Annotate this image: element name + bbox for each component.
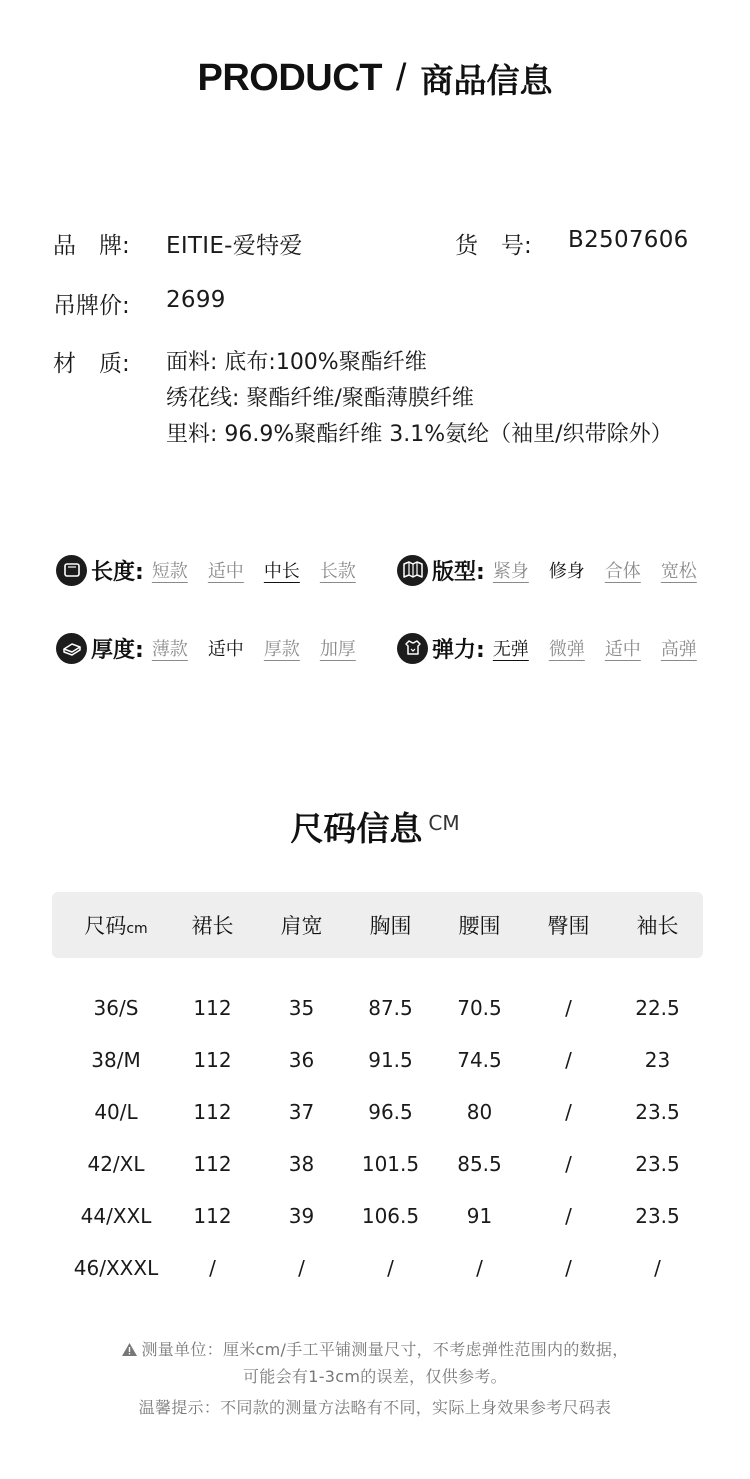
table-cell: / xyxy=(387,1256,394,1280)
attribute-fit xyxy=(397,553,697,587)
attribute-option: 厚款 xyxy=(263,639,300,660)
table-cell: 87.5 xyxy=(368,996,413,1020)
column-header: 腰围 xyxy=(458,914,501,938)
attribute-option: 短款 xyxy=(151,561,188,582)
table-cell: 46/XXXL xyxy=(73,1256,159,1280)
table-body xyxy=(52,958,703,1294)
measurement-note xyxy=(0,1337,750,1360)
table-cell: 91 xyxy=(466,1204,493,1228)
table-cell: 36 xyxy=(288,1048,315,1072)
table-cell: 38 xyxy=(288,1152,315,1176)
table-cell: / xyxy=(476,1256,483,1280)
price-value: 2699 xyxy=(166,287,226,313)
table-cell: 40/L xyxy=(94,1100,138,1124)
table-row xyxy=(52,1242,703,1294)
attribute-option-selected: 适中 xyxy=(207,639,244,660)
column-header: 裙长 xyxy=(191,914,234,938)
table-cell: 112 xyxy=(193,1204,232,1228)
attribute-option: 高弹 xyxy=(660,639,697,660)
table-cell: / xyxy=(654,1256,661,1280)
header-title-cn: 商品信息 xyxy=(420,61,553,100)
thickness-icon xyxy=(56,633,87,664)
table-cell: / xyxy=(565,1100,572,1124)
column-header-size: 尺码cm xyxy=(84,914,148,938)
material-line: 面料: 底布:100%聚酯纤维 xyxy=(166,350,427,375)
table-row xyxy=(52,1190,703,1242)
table-row xyxy=(52,1086,703,1138)
material-line: 里料: 96.9%聚酯纤维 3.1%氨纶（袖里/织带除外） xyxy=(166,422,673,447)
table-cell: 112 xyxy=(193,1100,232,1124)
column-header: 臀围 xyxy=(547,914,590,938)
attribute-label: 弹力: xyxy=(432,637,485,663)
table-cell: 85.5 xyxy=(457,1152,502,1176)
table-cell: / xyxy=(565,1048,572,1072)
elasticity-icon xyxy=(397,633,428,664)
table-cell: 39 xyxy=(288,1204,315,1228)
attribute-label: 版型: xyxy=(432,559,485,585)
attribute-option: 合体 xyxy=(604,561,641,582)
size-title: 尺码信息 xyxy=(290,809,423,848)
attribute-option: 加厚 xyxy=(319,639,356,660)
table-cell: 101.5 xyxy=(361,1152,420,1176)
table-header xyxy=(52,892,703,958)
column-header-size-unit: cm xyxy=(126,921,148,937)
tip-line: 温馨提示：不同款的测量方法略有不同，实际上身效果参考尺码表 xyxy=(138,1398,612,1417)
attribute-option-selected: 无弹 xyxy=(492,639,529,660)
attribute-option: 微弹 xyxy=(548,639,585,660)
header-title-en: PRODUCT xyxy=(197,57,382,99)
table-row xyxy=(52,1034,703,1086)
attribute-option: 紧身 xyxy=(492,561,529,582)
price-label: 吊牌价: xyxy=(53,293,130,319)
table-cell: 44/XXL xyxy=(80,1204,152,1228)
attribute-elasticity xyxy=(397,631,697,665)
warning-icon xyxy=(121,1342,138,1357)
attribute-option: 适中 xyxy=(207,561,244,582)
table-cell: / xyxy=(298,1256,305,1280)
table-cell: 91.5 xyxy=(368,1048,413,1072)
table-cell: 112 xyxy=(193,996,232,1020)
table-cell: 22.5 xyxy=(635,996,680,1020)
column-header: 袖长 xyxy=(636,914,679,938)
table-cell: 106.5 xyxy=(361,1204,420,1228)
table-cell: / xyxy=(565,1204,572,1228)
table-cell: 36/S xyxy=(93,996,139,1020)
note-line: 可能会有1-3cm的误差，仅供参考。 xyxy=(243,1367,507,1386)
table-cell: 80 xyxy=(466,1100,493,1124)
sku-label: 货 号: xyxy=(455,233,532,259)
brand-label: 品 牌: xyxy=(53,233,130,259)
table-cell: / xyxy=(565,1256,572,1280)
length-icon xyxy=(56,555,87,586)
size-table xyxy=(52,892,703,1294)
note-line: 测量单位：厘米cm/手工平铺测量尺寸，不考虑弹性范围内的数据， xyxy=(141,1340,629,1359)
table-cell: 23 xyxy=(644,1048,671,1072)
fit-icon xyxy=(397,555,428,586)
column-header: 肩宽 xyxy=(280,914,323,938)
table-cell: 70.5 xyxy=(457,996,502,1020)
attribute-option-selected: 修身 xyxy=(548,561,585,582)
table-row xyxy=(52,982,703,1034)
table-cell: 96.5 xyxy=(368,1100,413,1124)
attribute-option: 适中 xyxy=(604,639,641,660)
header-separator: / xyxy=(395,57,407,99)
table-cell: 74.5 xyxy=(457,1048,502,1072)
attribute-thickness xyxy=(56,631,356,665)
attribute-option: 长款 xyxy=(319,561,356,582)
table-cell: / xyxy=(565,996,572,1020)
material-label: 材 质: xyxy=(53,351,130,377)
table-cell: / xyxy=(565,1152,572,1176)
table-cell: 112 xyxy=(193,1152,232,1176)
attribute-label: 厚度: xyxy=(91,637,144,663)
sku-value: B2507606 xyxy=(568,227,689,253)
column-header: 胸围 xyxy=(369,914,412,938)
table-cell: 23.5 xyxy=(635,1152,680,1176)
table-cell: 23.5 xyxy=(635,1204,680,1228)
size-unit: CM xyxy=(428,811,460,835)
table-cell: 35 xyxy=(288,996,315,1020)
table-cell: 38/M xyxy=(91,1048,141,1072)
table-cell: / xyxy=(209,1256,216,1280)
table-cell: 42/XL xyxy=(87,1152,145,1176)
size-section-title xyxy=(0,803,750,850)
attribute-label: 长度: xyxy=(91,559,144,585)
table-cell: 37 xyxy=(288,1100,315,1124)
table-cell: 112 xyxy=(193,1048,232,1072)
page-header xyxy=(0,55,750,102)
attribute-option-selected: 中长 xyxy=(263,561,300,582)
material-line: 绣花线: 聚酯纤维/聚酯薄膜纤维 xyxy=(166,386,474,411)
table-cell: 23.5 xyxy=(635,1100,680,1124)
attribute-length xyxy=(56,553,356,587)
table-row xyxy=(52,1138,703,1190)
attribute-option: 薄款 xyxy=(151,639,188,660)
brand-value: EITIE-爱特爱 xyxy=(166,233,303,259)
attribute-option: 宽松 xyxy=(660,561,697,582)
